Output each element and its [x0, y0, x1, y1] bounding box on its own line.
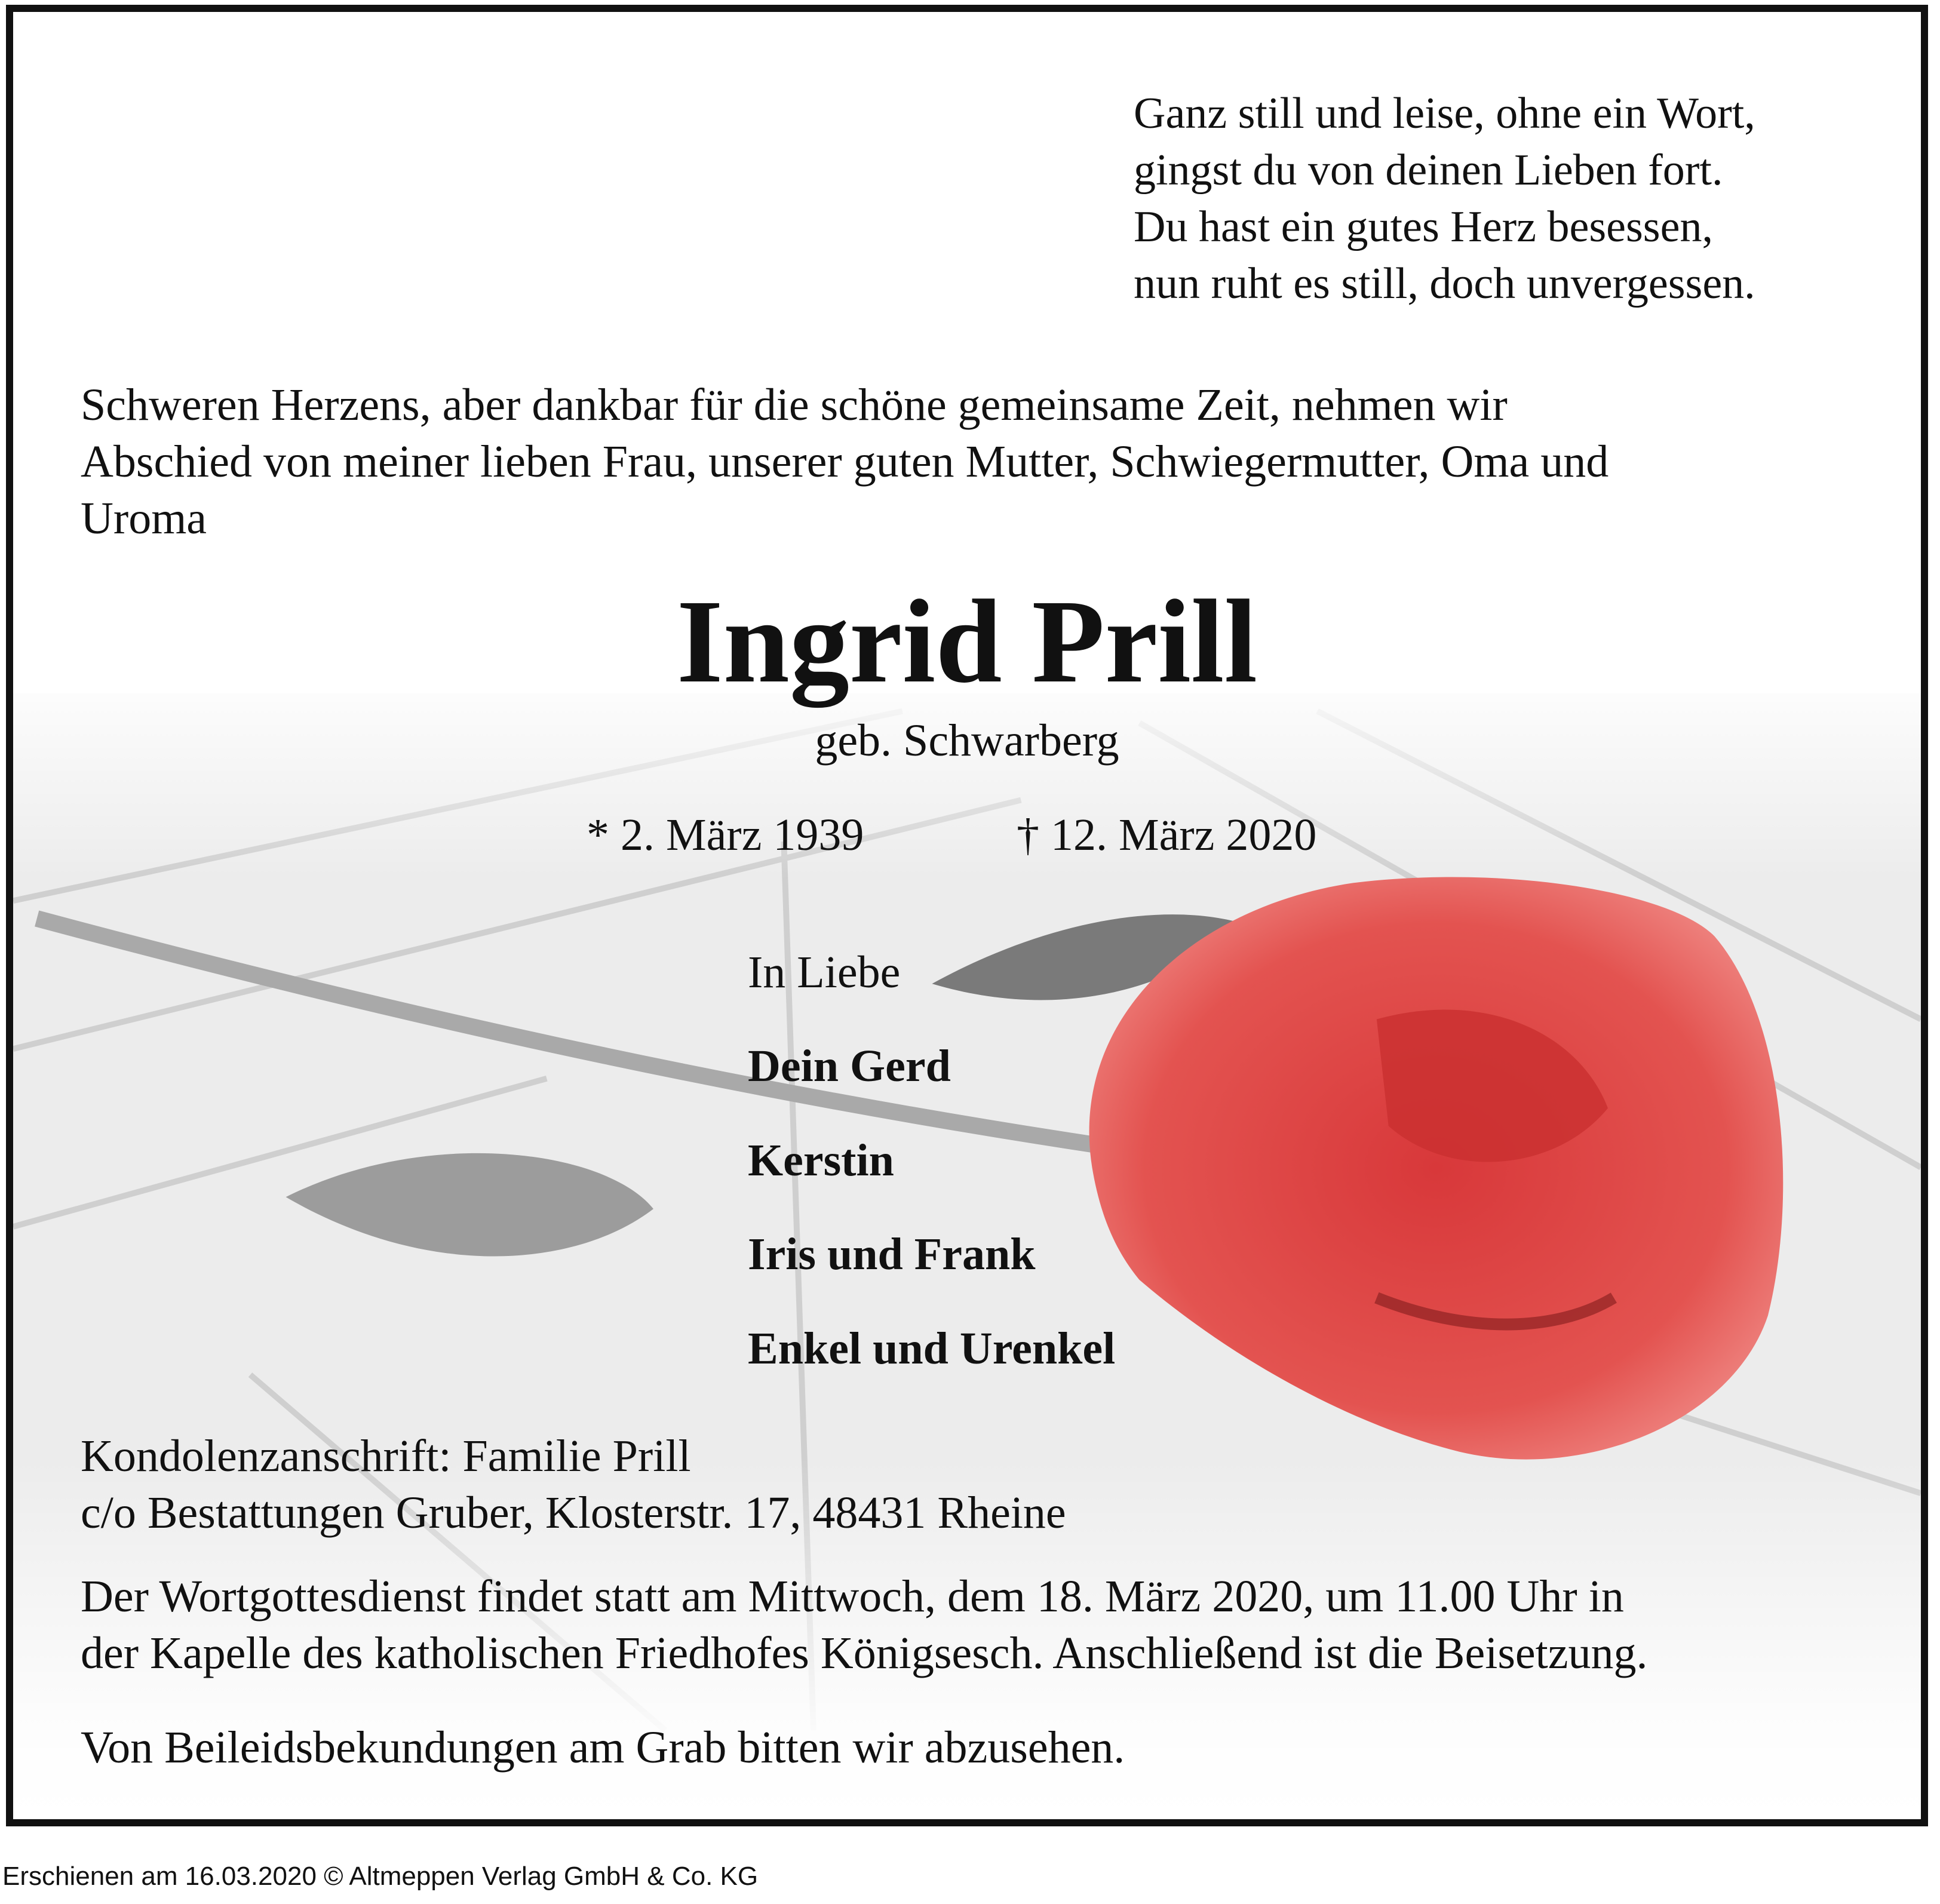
intro-line: Schweren Herzens, aber dankbar für die schöne gemeinsame Zeit, nehmen wir: [81, 380, 1508, 430]
service-line: Der Wortgottesdienst findet statt am Mittwoch, dem 18. März 2020, um 11.00 Uhr in: [81, 1571, 1624, 1622]
birth-date: * 2. März 1939: [587, 810, 864, 860]
condolence-line: c/o Bestattungen Gruber, Klosterstr. 17, 48431 Rheine: [81, 1488, 1066, 1538]
mourner-name: Kerstin: [748, 1135, 894, 1186]
poem-line: Ganz still und leise, ohne ein Wort,: [1134, 89, 1755, 138]
mourner-name: Enkel und Urenkel: [748, 1323, 1116, 1374]
maiden-name: geb. Schwarberg: [815, 715, 1119, 766]
mourner-name: Dein Gerd: [748, 1041, 951, 1091]
intro-line: Uroma: [81, 493, 207, 543]
poem-line: nun ruht es still, doch unvergessen.: [1134, 259, 1755, 308]
poem-line: gingst du von deinen Lieben fort.: [1134, 146, 1723, 195]
condolence-line: Kondolenzanschrift: Familie Prill: [81, 1431, 691, 1481]
condolence-request: Von Beileidsbekundungen am Grab bitten wir abzusehen.: [81, 1722, 1125, 1773]
publication-credit: Erschienen am 16.03.2020 © Altmeppen Verlag GmbH & Co. KG: [2, 1862, 759, 1891]
death-date: † 12. März 2020: [1017, 810, 1317, 860]
poem-line: Du hast ein gutes Herz besessen,: [1134, 202, 1713, 251]
obituary-card: [6, 5, 1928, 1826]
mourners-intro: In Liebe: [748, 947, 901, 997]
intro-line: Abschied von meiner lieben Frau, unserer guten Mutter, Schwiegermutter, Oma und: [81, 437, 1609, 487]
service-line: der Kapelle des katholischen Friedhofes Königsesch. Anschließend ist die Beisetzung.: [81, 1628, 1648, 1678]
mourner-name: Iris und Frank: [748, 1229, 1036, 1279]
deceased-name: Ingrid Prill: [676, 576, 1258, 708]
